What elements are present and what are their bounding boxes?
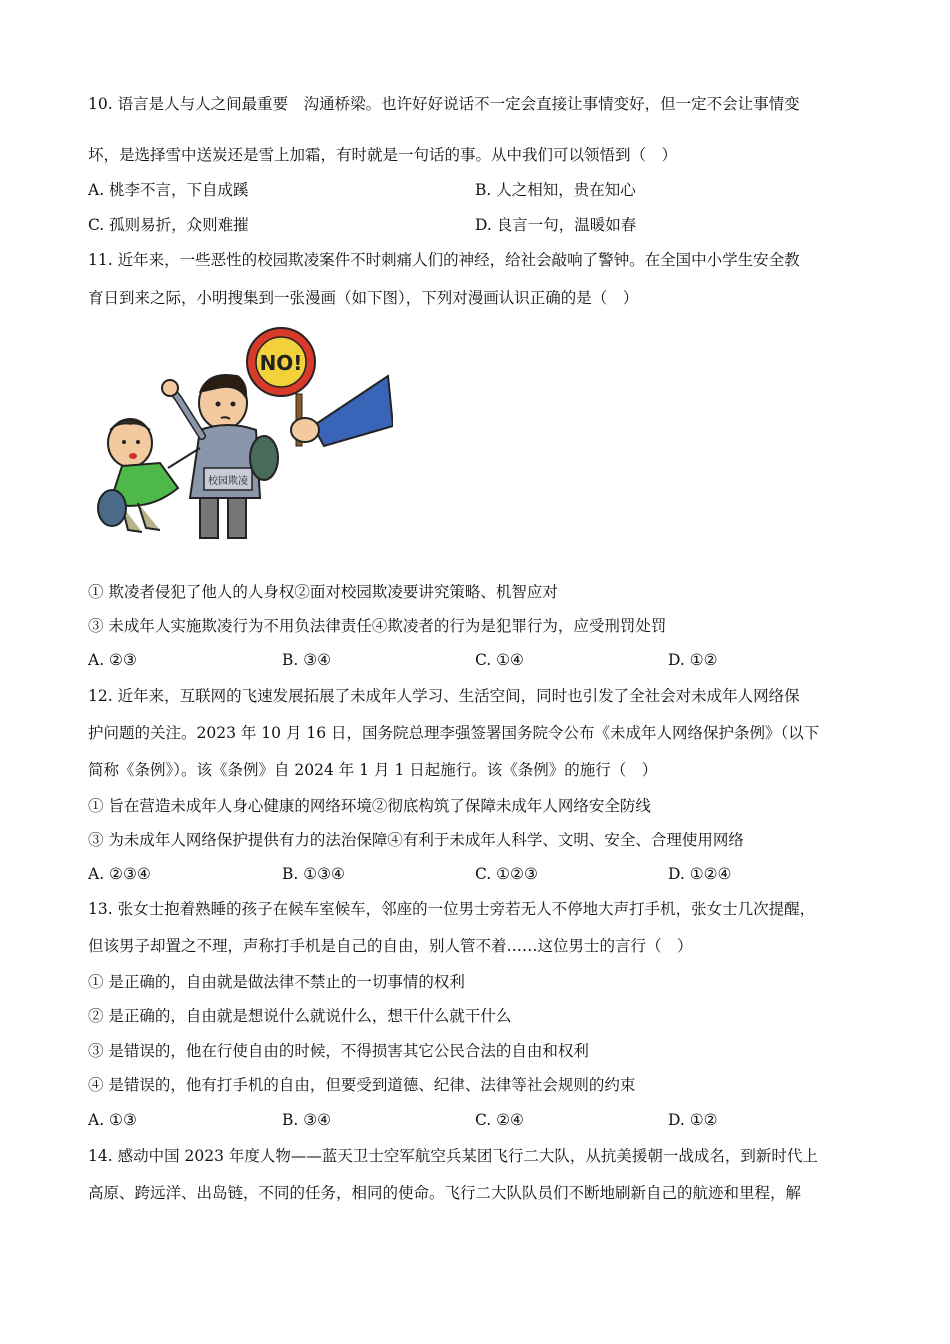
q13-statement-1: ① 是正确的，自由就是做法律不禁止的一切事情的权利 [88, 973, 465, 991]
q14-stem-line1: 14. 感动中国 2023 年度人物——蓝天卫士空军航空兵某团飞行二大队，从抗美援朝一战成名，到新时代上 [88, 1147, 818, 1165]
q13-statement-3: ③ 是错误的，他在行使自由的时候，不得损害其它公民合法的自由和权利 [88, 1042, 589, 1060]
q11-option-a: A. ②③ [88, 651, 137, 669]
q12-stem-line2: 护问题的关注。2023 年 10 月 16 日，国务院总理李强签署国务院令公布《未成年人网络保护条例》（以下 [88, 724, 820, 742]
q13-option-d: D. ①② [668, 1111, 718, 1129]
q11-stem-line1: 11. 近年来，一些恶性的校园欺凌案件不时刺痛人们的神经，给社会敲响了警钟。在全国中小学生安全教 [88, 251, 800, 269]
victim-figure [98, 419, 178, 532]
q10-option-d: D. 良言一句，温暖如春 [475, 216, 637, 234]
q10-stem-line2: 坏，是选择雪中送炭还是雪上加霜，有时就是一句话的事。从中我们可以领悟到（ ） [88, 146, 678, 164]
q14-stem-line2: 高原、跨远洋、出岛链，不同的任务，相同的使命。飞行二大队队员们不断地刷新自己的航迹和里程，解 [88, 1184, 802, 1202]
q12-option-b: B. ①③④ [282, 865, 345, 883]
q11-option-d: D. ①② [668, 651, 718, 669]
q13-option-a: A. ①③ [88, 1111, 137, 1129]
q13-option-b: B. ③④ [282, 1111, 332, 1129]
q12-stem-line3: 简称《条例》）。该《条例》自 2024 年 1 月 1 日起施行。该《条例》的施行（ ） [88, 761, 658, 779]
adult-hand-figure [291, 376, 393, 446]
q11-statement-line1: ① 欺凌者侵犯了他人的人身权②面对校园欺凌要讲究策略、机智应对 [88, 583, 558, 601]
bully-shirt-label: 校园欺凌 [208, 476, 248, 487]
q11-option-b: B. ③④ [282, 651, 332, 669]
q12-statement-line1: ① 旨在营造未成年人身心健康的网络环境②彻底构筑了保障未成年人网络安全防线 [88, 797, 651, 815]
q12-stem-line1: 12. 近年来，互联网的飞速发展拓展了未成年人学习、生活空间，同时也引发了全社会对未成年人网络保 [88, 687, 800, 705]
q10-option-c: C. 孤则易折，众则难摧 [88, 216, 249, 234]
q13-statement-2: ② 是正确的，自由就是想说什么就说什么，想干什么就干什么 [88, 1007, 512, 1025]
q10-option-b: B. 人之相知，贵在知心 [475, 181, 636, 199]
q11-stem-line2: 育日到来之际，小明搜集到一张漫画（如下图），下列对漫画认识正确的是（ ） [88, 289, 639, 307]
q13-option-c: C. ②④ [475, 1111, 524, 1129]
q10-stem-line1: 10. 语言是人与人之间最重要 沟通桥梁。也许好好说话不一定会直接让事情变好，但一定不会让事情变 [88, 95, 800, 113]
q12-option-c: C. ①②③ [475, 865, 538, 883]
bullying-cartoon-illustration [88, 318, 393, 548]
q10-option-a: A. 桃李不言，下自成蹊 [88, 181, 249, 199]
q12-option-a: A. ②③④ [88, 865, 151, 883]
q11-statement-line2: ③ 未成年人实施欺凌行为不用负法律责任④欺凌者的行为是犯罪行为，应受刑罚处罚 [88, 617, 667, 635]
q13-stem-line1: 13. 张女士抱着熟睡的孩子在候车室候车，邻座的一位男士旁若无人不停地大声打手机，张女士几次提醒， [88, 900, 816, 918]
q12-option-d: D. ①②④ [668, 865, 732, 883]
q13-stem-line2: 但该男子却置之不理，声称打手机是自己的自由，别人管不着……这位男士的言行（ ） [88, 937, 693, 955]
q12-statement-line2: ③ 为未成年人网络保护提供有力的法治保障④有利于未成年人科学、文明、安全、合理使用网络 [88, 831, 744, 849]
q13-statement-4: ④ 是错误的，他有打手机的自由，但要受到道德、纪律、法律等社会规则的约束 [88, 1076, 636, 1094]
bully-figure [162, 375, 278, 538]
stop-sign-text: NO! [259, 351, 303, 375]
q11-option-c: C. ①④ [475, 651, 524, 669]
